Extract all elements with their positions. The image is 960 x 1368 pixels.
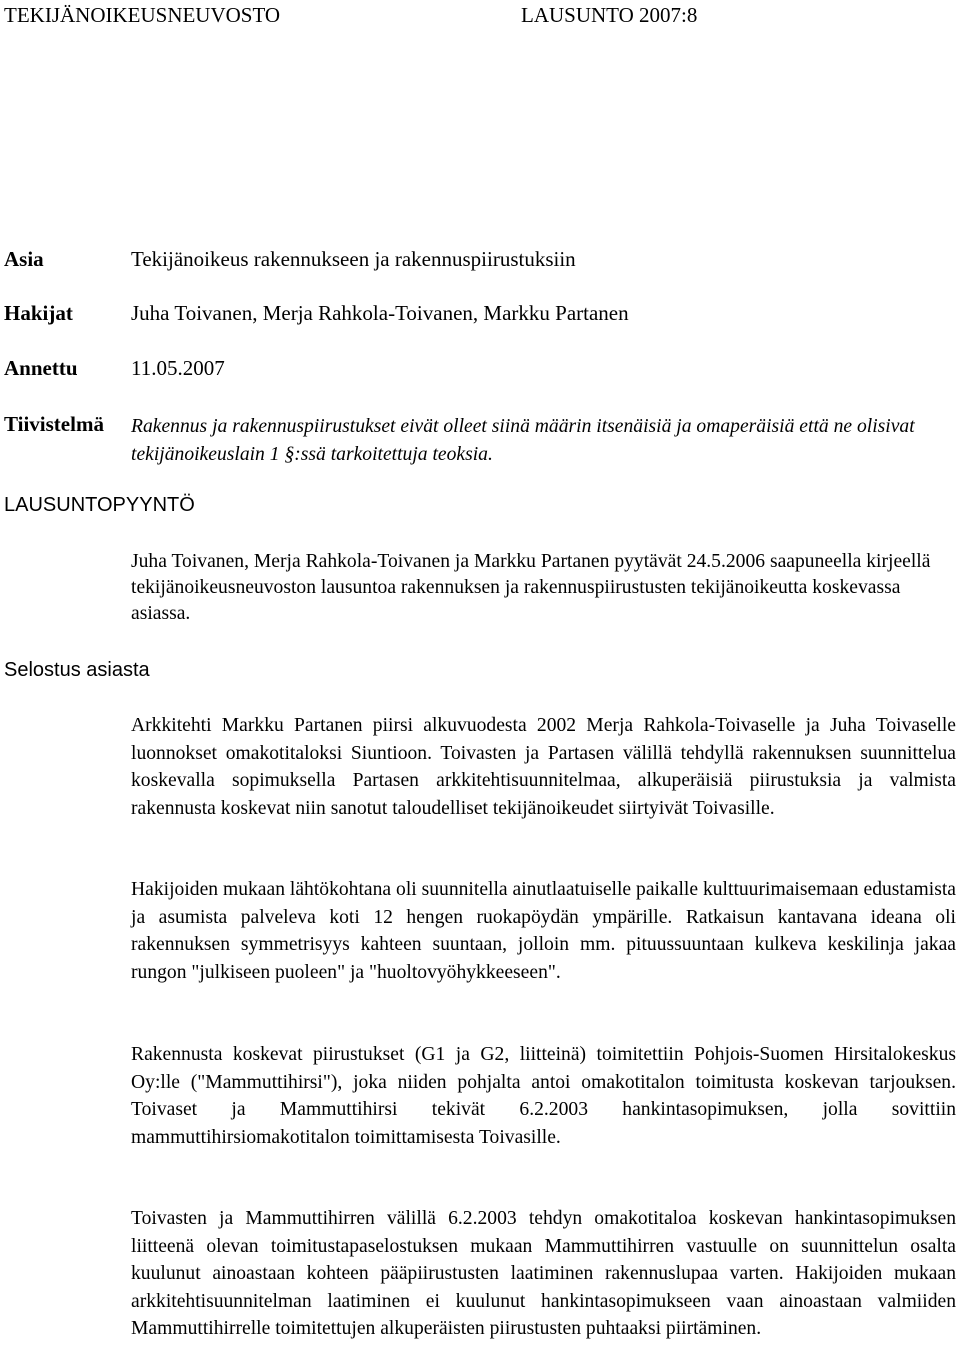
summary-text: Rakennus ja rakennuspiirustukset eivät olleet siinä määrin itsenäisiä ja omaperäisiä että ne olisivat tekijänoikeuslain 1 §:ssä tarkoitettuja teoksia.: [131, 416, 915, 465]
subject-value: Tekijänoikeus rakennukseen ja rakennuspiirustuksiin: [131, 247, 576, 271]
request-text: Juha Toivanen, Merja Rahkola-Toivanen ja Markku Partanen pyytävät 24.5.2006 saapuneella kirjeellä tekijänoikeusneuvoston lausuntoa rakennuksen ja rakennuspiirustusten tekijänoikeutta koskevassa asiassa.: [131, 551, 931, 624]
organization-title: TEKIJÄNOIKEUSNEUVOSTO: [4, 3, 281, 27]
request-heading: LAUSUNTOPYYNTÖ: [4, 494, 195, 516]
given-label: Annettu: [4, 356, 78, 380]
subject-label: Asia: [4, 247, 44, 271]
applicants-label: Hakijat: [4, 301, 73, 325]
description-paragraph-4: Toivasten ja Mammuttihirren välillä 6.2.2003 tehdyn omakotitaloa koskevan hankintasopimuksen liitteenä olevan toimitustapaselostuksen mukaan Mammuttihirren vastuulle on suunnittelun osalta kuulunut ainoastaan kohteen pääpiirustusten laatiminen rakennuslupaa varten. Hakijoiden mukaan arkkitehtisuunnitelman laatiminen ei kuulunut hankintasopimukseen vaan ainoastaan valmiiden Mammuttihirrelle toimitettujen alkuperäisten piirustusten puhtaaksi piirtäminen.: [131, 1208, 956, 1339]
description-paragraph-2: Hakijoiden mukaan lähtökohtana oli suunnitella ainutlaatuiselle paikalle kulttuurimaisemaan edustamista ja asumista palveleva koti 12 hengen ruokapöydän ympärille. Ratkaisun kantavana ideana oli rakennuksen symmetrisyys kahteen suuntaan, jolloin mm. pituussuuntaan kulkeva keskilinja jakaa rungon "julkiseen puoleen" ja "huoltovyöhykkeeseen".: [131, 879, 956, 983]
summary-label: Tiivistelmä: [4, 412, 104, 436]
statement-number: LAUSUNTO 2007:8: [521, 3, 698, 27]
applicants-value: Juha Toivanen, Merja Rahkola-Toivanen, Markku Partanen: [131, 301, 629, 325]
description-heading: Selostus asiasta: [4, 659, 150, 681]
description-paragraph-1: Arkkitehti Markku Partanen piirsi alkuvuodesta 2002 Merja Rahkola-Toivaselle ja Juha Toivaselle luonnokset omakotitaloksi Siuntioon. Toivasten ja Partasen välillä tehdyllä rakennuksen suunnittelua koskevalla sopimuksella Partasen arkkitehtisuunnitelmaa, alkuperäisiä piirustuksia ja valmista rakennusta koskevat niin sanotut taloudelliset tekijänoikeudet siirtyivät Toivasille.: [131, 715, 956, 819]
description-paragraph-3: Rakennusta koskevat piirustukset (G1 ja G2, liitteinä) toimitettiin Pohjois-Suomen Hirsitalokeskus Oy:lle ("Mammuttihirsi"), joka niiden pohjalta antoi omakotitalon toimitusta koskevan tarjouksen. Toivaset ja Mammuttihirsi tekivät 6.2.2003 hankintasopimuksen, jolla sovittiin mammuttihirsiomakotitalon toimittamisesta Toivasille.: [131, 1044, 956, 1148]
given-value: 11.05.2007: [131, 356, 225, 380]
